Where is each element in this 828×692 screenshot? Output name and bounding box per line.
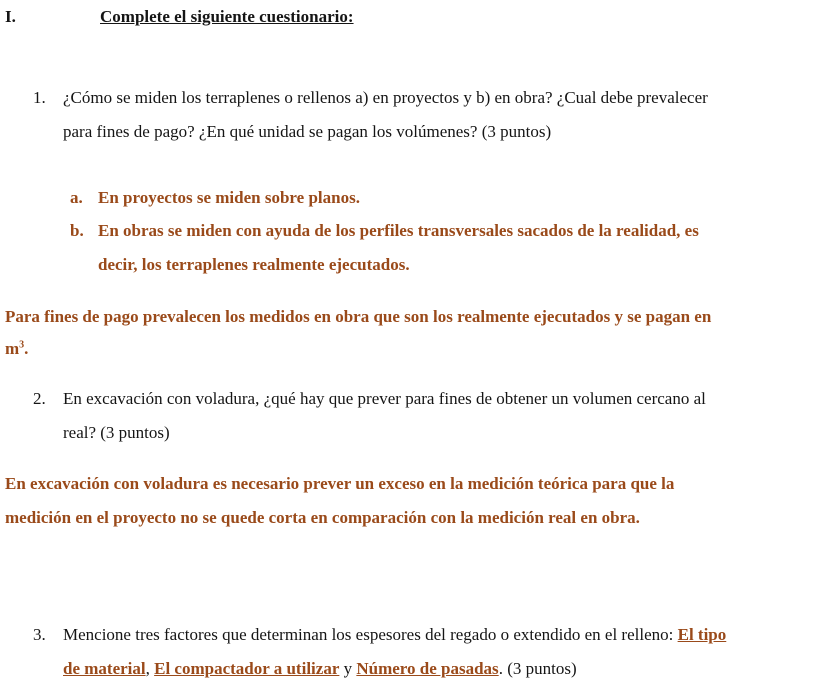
answer-1b-text-1: En obras se miden con ayuda de los perfiles transversales sacados de la realidad, es <box>98 221 699 240</box>
answer-1a <box>70 187 360 209</box>
answer-3-separator-2: y <box>339 659 357 678</box>
answer-2-line-1 <box>5 473 674 495</box>
question-1-number: 1. <box>33 88 46 107</box>
answer-1a-text: En proyectos se miden sobre planos. <box>98 188 360 207</box>
answer-2-text-1: En excavación con voladura es necesario prever un exceso en la medición teórica para que la <box>5 474 675 493</box>
question-3-number: 3. <box>33 625 46 644</box>
question-2-text-1: En excavación con voladura, ¿qué hay que prever para fines de obtener un volumen cercano al <box>63 389 706 408</box>
answer-3-factor-1-part-1: El tipo <box>677 625 727 644</box>
answer-1a-letter: a. <box>70 188 83 207</box>
section-title: Complete el siguiente cuestionario: <box>100 7 354 26</box>
payment-unit: m <box>5 339 20 358</box>
question-2-text-2: real? (3 puntos) <box>63 423 170 442</box>
answer-2-text-2: medición en el proyecto no se quede corta en comparación con la medición real en obra. <box>5 508 640 527</box>
question-2-line-1 <box>33 388 706 410</box>
question-2-number: 2. <box>33 389 46 408</box>
answer-3-factor-2: El compactador a utilizar <box>154 659 340 678</box>
payment-answer-line-2 <box>5 338 28 360</box>
answer-3-factor-3: Número de pasadas <box>356 659 499 678</box>
payment-answer-text: Para fines de pago prevalecen los medidos en obra que son los realmente ejecutados y se pagan en <box>5 307 712 326</box>
question-2-line-2 <box>63 422 170 444</box>
payment-answer-line-1 <box>5 306 711 328</box>
question-3-line-1 <box>33 624 726 646</box>
question-3-line-2 <box>63 658 577 680</box>
section-heading <box>5 6 354 28</box>
section-numeral: I. <box>5 7 16 26</box>
answer-3-factor-1-part-2: de material <box>63 659 146 678</box>
answer-1b-line-2 <box>98 254 410 276</box>
answer-1b-letter: b. <box>70 221 84 240</box>
question-3-text-1: Mencione tres factores que determinan los espesores del regado o extendido en el relleno: <box>63 625 678 644</box>
question-3-text-2: . (3 puntos) <box>498 659 577 678</box>
answer-1b-text-2: decir, los terraplenes realmente ejecutados. <box>98 255 410 274</box>
question-1-text-1: ¿Cómo se miden los terraplenes o rellenos a) en proyectos y b) en obra? ¿Cual debe prevalecer <box>63 88 708 107</box>
answer-2-line-2 <box>5 507 640 529</box>
question-1-line-2 <box>63 121 551 143</box>
question-1-text-2: para fines de pago? ¿En qué unidad se pagan los volúmenes? (3 puntos) <box>63 122 552 141</box>
payment-unit-exponent: 3 <box>19 339 25 351</box>
question-1-line-1 <box>33 87 708 109</box>
answer-3-separator-1: , <box>145 659 155 678</box>
payment-unit-period: . <box>24 339 29 358</box>
answer-1b-line-1 <box>70 220 699 242</box>
